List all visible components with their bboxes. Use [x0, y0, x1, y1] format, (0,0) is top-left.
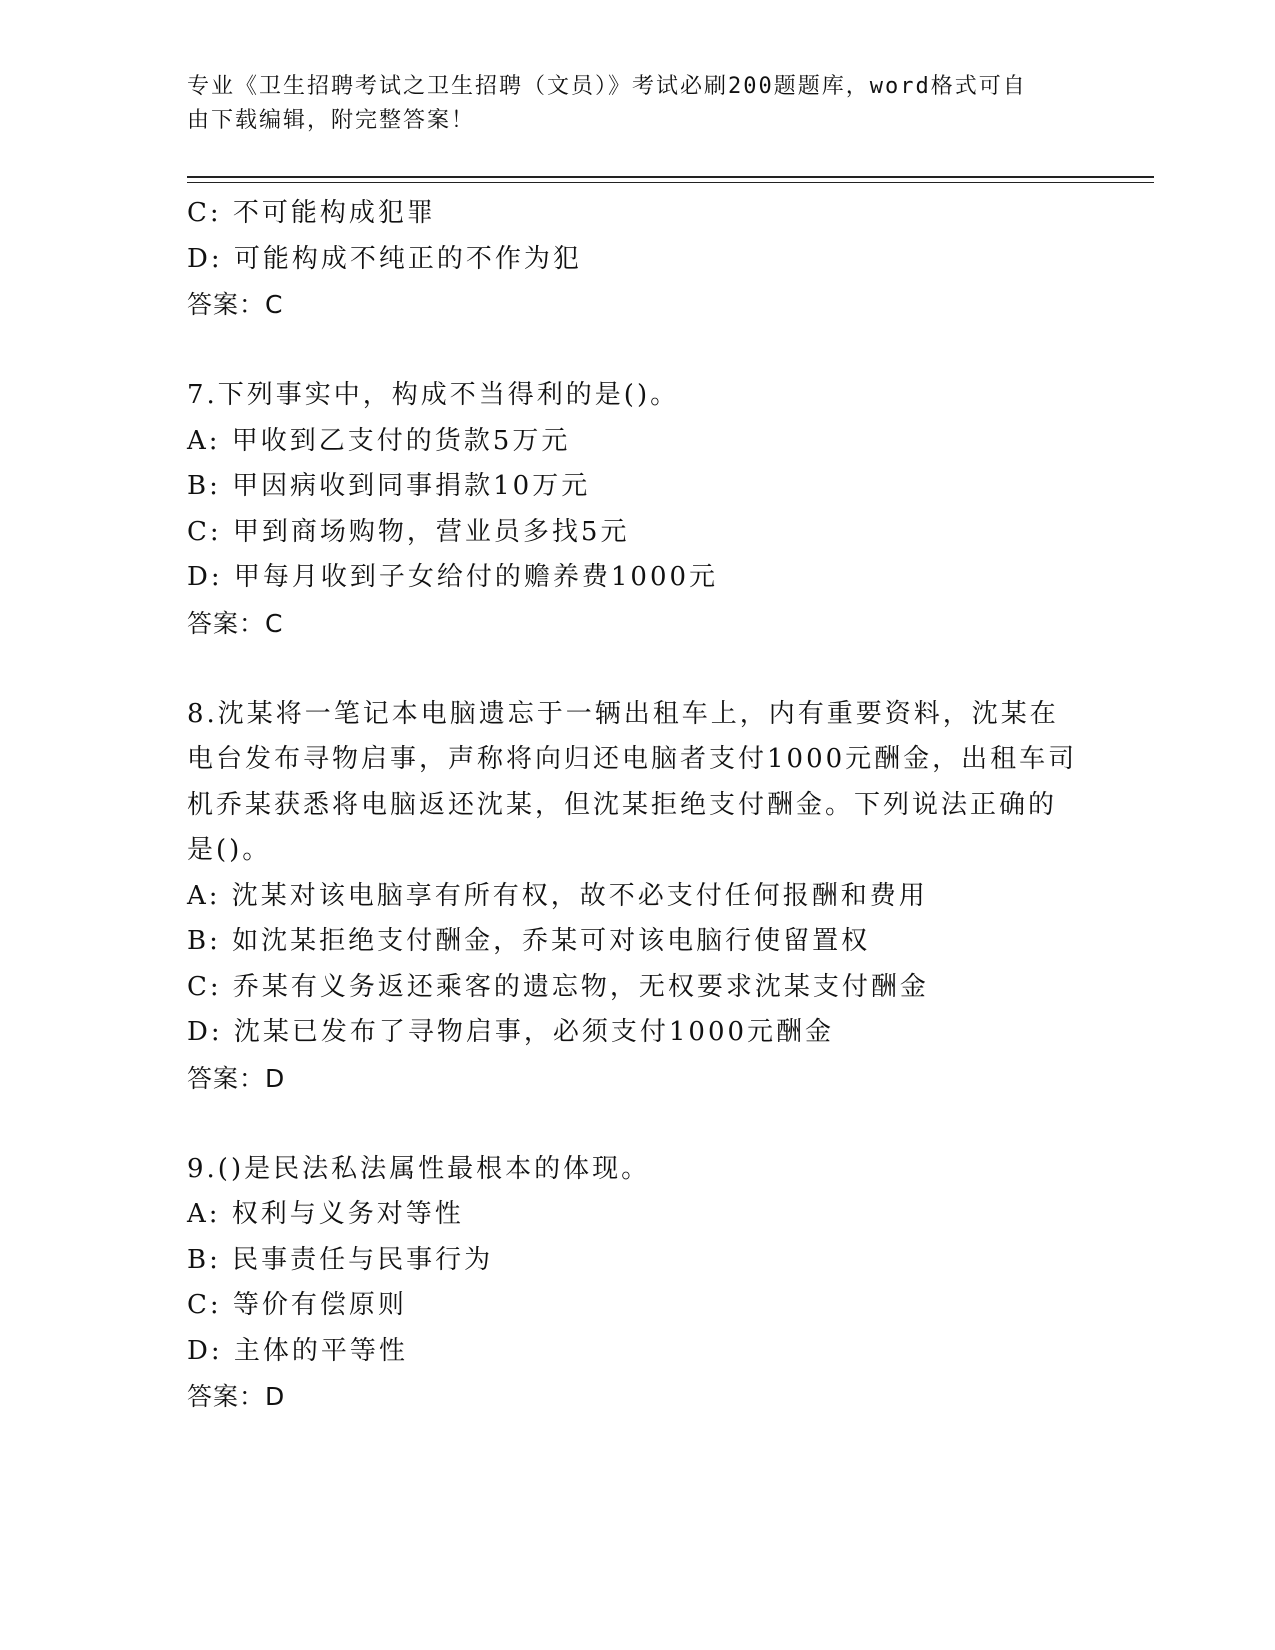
question-8-option-d: D: 沈某已发布了寻物启事，必须支付1000元酬金: [187, 1017, 835, 1047]
question-7-answer: 答案：C: [187, 608, 284, 638]
question-8-text-line-1: 8.沈某将一笔记本电脑遗忘于一辆出租车上，内有重要资料，沈某在: [187, 698, 1059, 729]
question-9-text: 9.()是民法私法属性最根本的体现。: [187, 1153, 651, 1184]
spacer: [187, 328, 1087, 374]
question-8-text-line-3: 机乔某获悉将电脑返还沈某，但沈某拒绝支付酬金。下列说法正确的: [187, 789, 1058, 820]
question-7-option-a: A: 甲收到乙支付的货款5万元: [187, 425, 571, 456]
header-divider-thick: [187, 176, 1154, 178]
question-9-option-d: D: 主体的平等性: [187, 1335, 408, 1366]
question-9-option-b: B: 民事责任与民事行为: [187, 1244, 494, 1275]
spacer: [187, 646, 1087, 692]
header-line-2: 由下载编辑，附完整答案！: [187, 108, 476, 133]
question-7-text: 7.下列事实中，构成不当得利的是()。: [187, 380, 680, 410]
answer-line: 答案：C: [187, 290, 284, 319]
document-body: [187, 191, 1087, 1420]
spacer: [187, 1101, 1087, 1147]
question-8-text-line-2: 电台发布寻物启事，声称将向归还电脑者支付1000元酬金，出租车司: [187, 744, 1078, 774]
question-7-option-c: C: 甲到商场购物，营业员多找5元: [187, 516, 630, 547]
question-9-option-a: A: 权利与义务对等性: [187, 1199, 464, 1229]
question-8-option-b: B: 如沈某拒绝支付酬金，乔某可对该电脑行使留置权: [187, 926, 871, 956]
question-7-option-b: B: 甲因病收到同事捐款10万元: [187, 471, 591, 501]
question-7-option-d: D: 甲每月收到子女给付的赡养费1000元: [187, 562, 719, 592]
header-line-1: 专业《卫生招聘考试之卫生招聘（文员）》考试必刷200题题库，word格式可自: [187, 74, 1027, 99]
question-9-option-c: C: 等价有偿原则: [187, 1290, 407, 1320]
option-d: D: 可能构成不纯正的不作为犯: [187, 243, 582, 274]
header-divider-thin: [187, 182, 1154, 183]
question-9-answer: 答案：D: [187, 1382, 286, 1411]
question-8-option-a: A: 沈某对该电脑享有所有权，故不必支付任何报酬和费用: [187, 880, 928, 911]
option-c: C: 不可能构成犯罪: [187, 198, 436, 228]
question-8-option-c: C: 乔某有义务返还乘客的遗忘物，无权要求沈某支付酬金: [187, 971, 929, 1002]
question-8-answer: 答案：D: [187, 1063, 286, 1093]
question-8-text-line-4: 是()。: [187, 835, 272, 865]
document-header: [187, 70, 1067, 138]
